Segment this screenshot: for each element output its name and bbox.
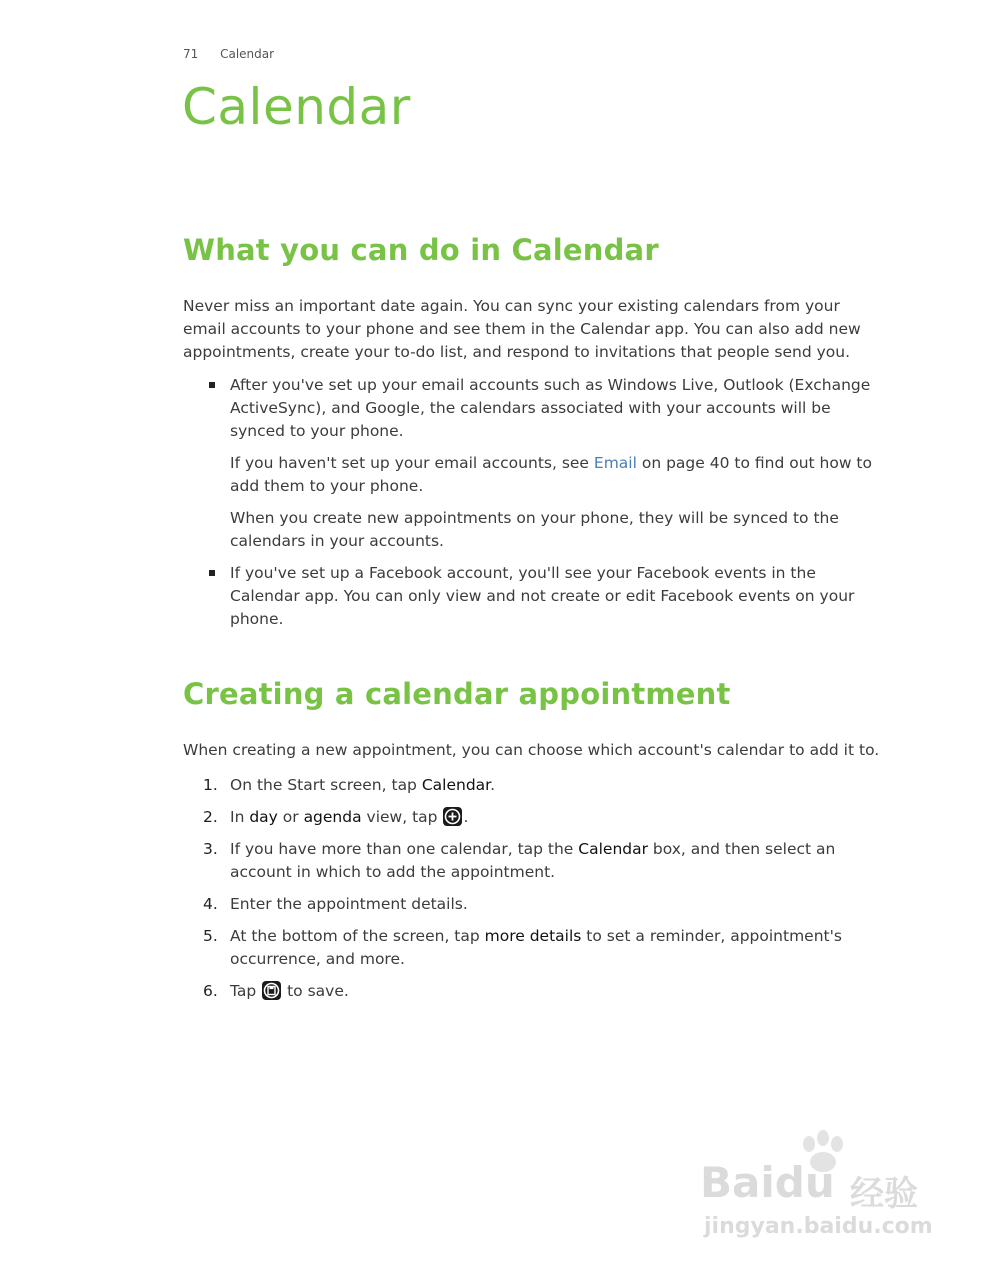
watermark-url: jingyan.baidu.com [704,1214,933,1239]
bullet-paragraph [230,452,883,498]
step-item [203,838,883,884]
step-number: 1. [203,776,218,794]
running-title: Calendar [220,47,275,61]
bullet-paragraph: After you've set up your email accounts such as Windows Live, Outlook (Exchange ActiveSync), and Google, the calendars associated with your accounts will be synced to your phone. [230,376,871,440]
list-item [230,374,883,553]
text-run: If you haven't set up your email accounts, see [230,454,594,472]
step-item [203,925,883,971]
step-number: 2. [203,808,218,826]
section-heading: What you can do in Calendar [183,233,659,267]
bullet-paragraph: If you've set up a Facebook account, you'll see your Facebook events in the Calendar app. You can only view and not create or edit Facebook events on your phone. [230,564,855,628]
text-run: or [277,808,304,826]
step-item [203,980,883,1003]
text-run: In [230,808,250,826]
text-run: on page 40 to find out how to add them to your phone. [230,454,872,495]
step-number: 5. [203,927,218,945]
ui-term: Calendar [421,776,491,794]
add-icon [443,807,462,826]
text-run: . [463,808,469,826]
watermark-cn: 经验 [850,1174,918,1214]
text-run: . [490,776,496,794]
page-number: 71 [183,47,199,61]
text-run: box, and then select an account in which to add the appointment. [230,840,836,881]
steps-list [183,774,883,1003]
text-run: If you have more than one calendar, tap the [230,840,579,858]
watermark-brand2: du [774,1158,835,1207]
list-item [230,562,883,631]
text-run: At the bottom of the screen, tap [230,927,485,945]
feature-list [183,374,883,631]
text-run: view, tap [361,808,443,826]
section-creating-appointment [183,677,883,1012]
section-what-you-can-do [183,233,883,640]
ui-term: day [249,808,278,826]
ui-term: agenda [303,808,362,826]
bullet-paragraph: When you create new appointments on your phone, they will be synced to the calendars in your accounts. [230,509,839,550]
step-item [203,774,883,797]
text-run: Enter the appointment details. [230,895,468,913]
section-intro: Never miss an important date again. You can sync your existing calendars from your email accounts to your phone and see them in the Calendar app. You can also add new appointments, create your to-do list, and respond to invitations that people send you. [183,297,861,361]
baidu-watermark [700,1130,940,1245]
text-run: Tap [230,982,262,1000]
section-heading: Creating a calendar appointment [183,677,731,711]
step-item [203,893,883,916]
save-icon [262,981,281,1000]
ui-term: Calendar [578,840,648,858]
step-item [203,806,883,829]
step-number: 6. [203,982,218,1000]
text-run: to save. [282,982,349,1000]
text-run: On the Start screen, tap [230,776,422,794]
email-link[interactable]: Email [593,454,637,472]
chapter-title: Calendar [182,78,411,136]
text-run: to set a reminder, appointment's occurrence, and more. [230,927,842,968]
watermark-brand: Bai [700,1158,775,1207]
step-number: 4. [203,895,218,913]
page-header [183,47,274,61]
section-intro: When creating a new appointment, you can choose which account's calendar to add it to. [183,741,880,759]
ui-term: more details [484,927,582,945]
step-number: 3. [203,840,218,858]
